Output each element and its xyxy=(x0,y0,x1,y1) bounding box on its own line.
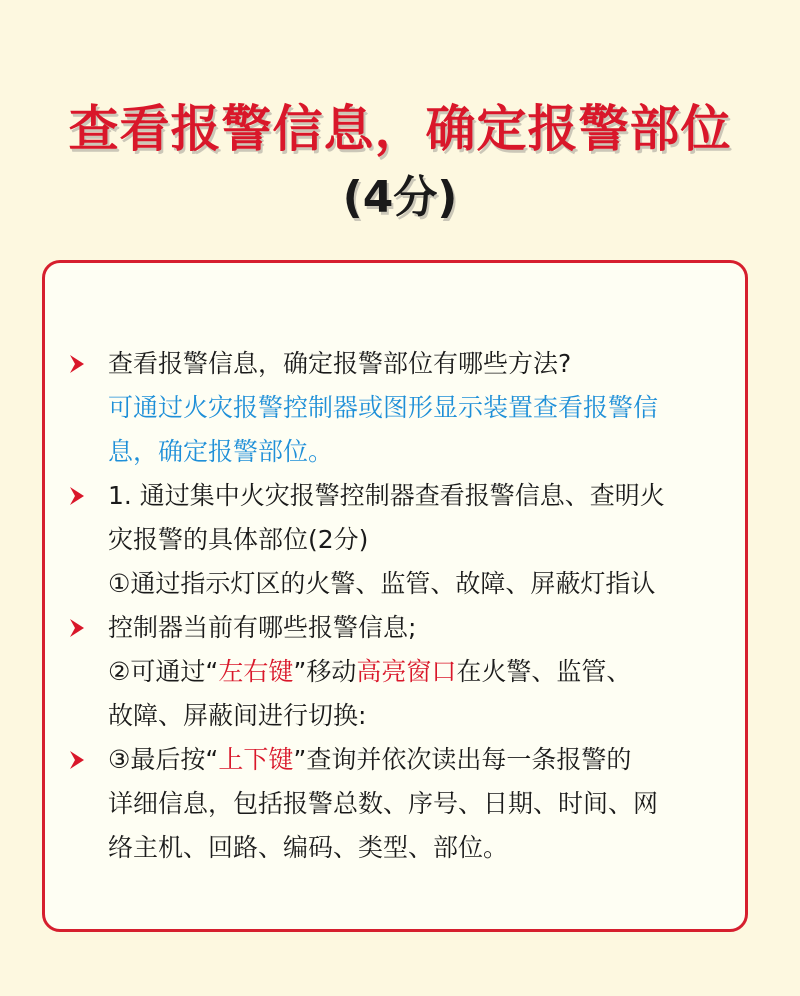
step-2-line-1 xyxy=(108,657,631,687)
step-2-line-2: 故障、屏蔽间进行切换: xyxy=(108,701,367,730)
step-3-line-3: 络主机、回路、编码、类型、部位。 xyxy=(108,833,509,862)
chevron-right-icon xyxy=(68,354,86,374)
step-3-key-highlight: 上下键 xyxy=(218,745,294,774)
answer-text-line-2: 息，确定报警部位。 xyxy=(108,437,334,466)
step-3-line-2: 详细信息，包括报警总数、序号、日期、时间、网 xyxy=(108,789,659,818)
step-3-suffix: ”查询并依次读出每一条报警的 xyxy=(293,745,632,774)
chevron-right-icon xyxy=(68,750,86,770)
step-2-middle: ”移动 xyxy=(293,657,357,686)
page-title: 查看报警信息，确定报警部位 xyxy=(68,100,732,158)
step-2-suffix: 在火警、监管、 xyxy=(456,657,632,686)
step-1-line-1: ①通过指示灯区的火警、监管、故障、屏蔽灯指认 xyxy=(108,569,656,598)
page-subtitle: (4分) xyxy=(342,172,458,223)
chevron-right-icon xyxy=(68,618,86,638)
chevron-right-icon xyxy=(68,486,86,506)
answer-text-line-1: 可通过火灾报警控制器或图形显示装置查看报警信 xyxy=(108,393,659,422)
question-text: 查看报警信息，确定报警部位有哪些方法? xyxy=(108,349,572,378)
point-1-line-1: 1. 通过集中火灾报警控制器查看报警信息、查明火 xyxy=(108,481,665,510)
point-1-line-2: 灾报警的具体部位(2分) xyxy=(108,525,369,554)
step-3-prefix: ③最后按“ xyxy=(108,745,219,774)
step-3-line-1 xyxy=(108,745,631,775)
step-2-window-highlight: 高亮窗口 xyxy=(356,657,457,686)
step-1-line-2: 控制器当前有哪些报警信息; xyxy=(108,613,417,642)
step-2-prefix: ②可通过“ xyxy=(108,657,219,686)
step-2-key-highlight: 左右键 xyxy=(218,657,294,686)
